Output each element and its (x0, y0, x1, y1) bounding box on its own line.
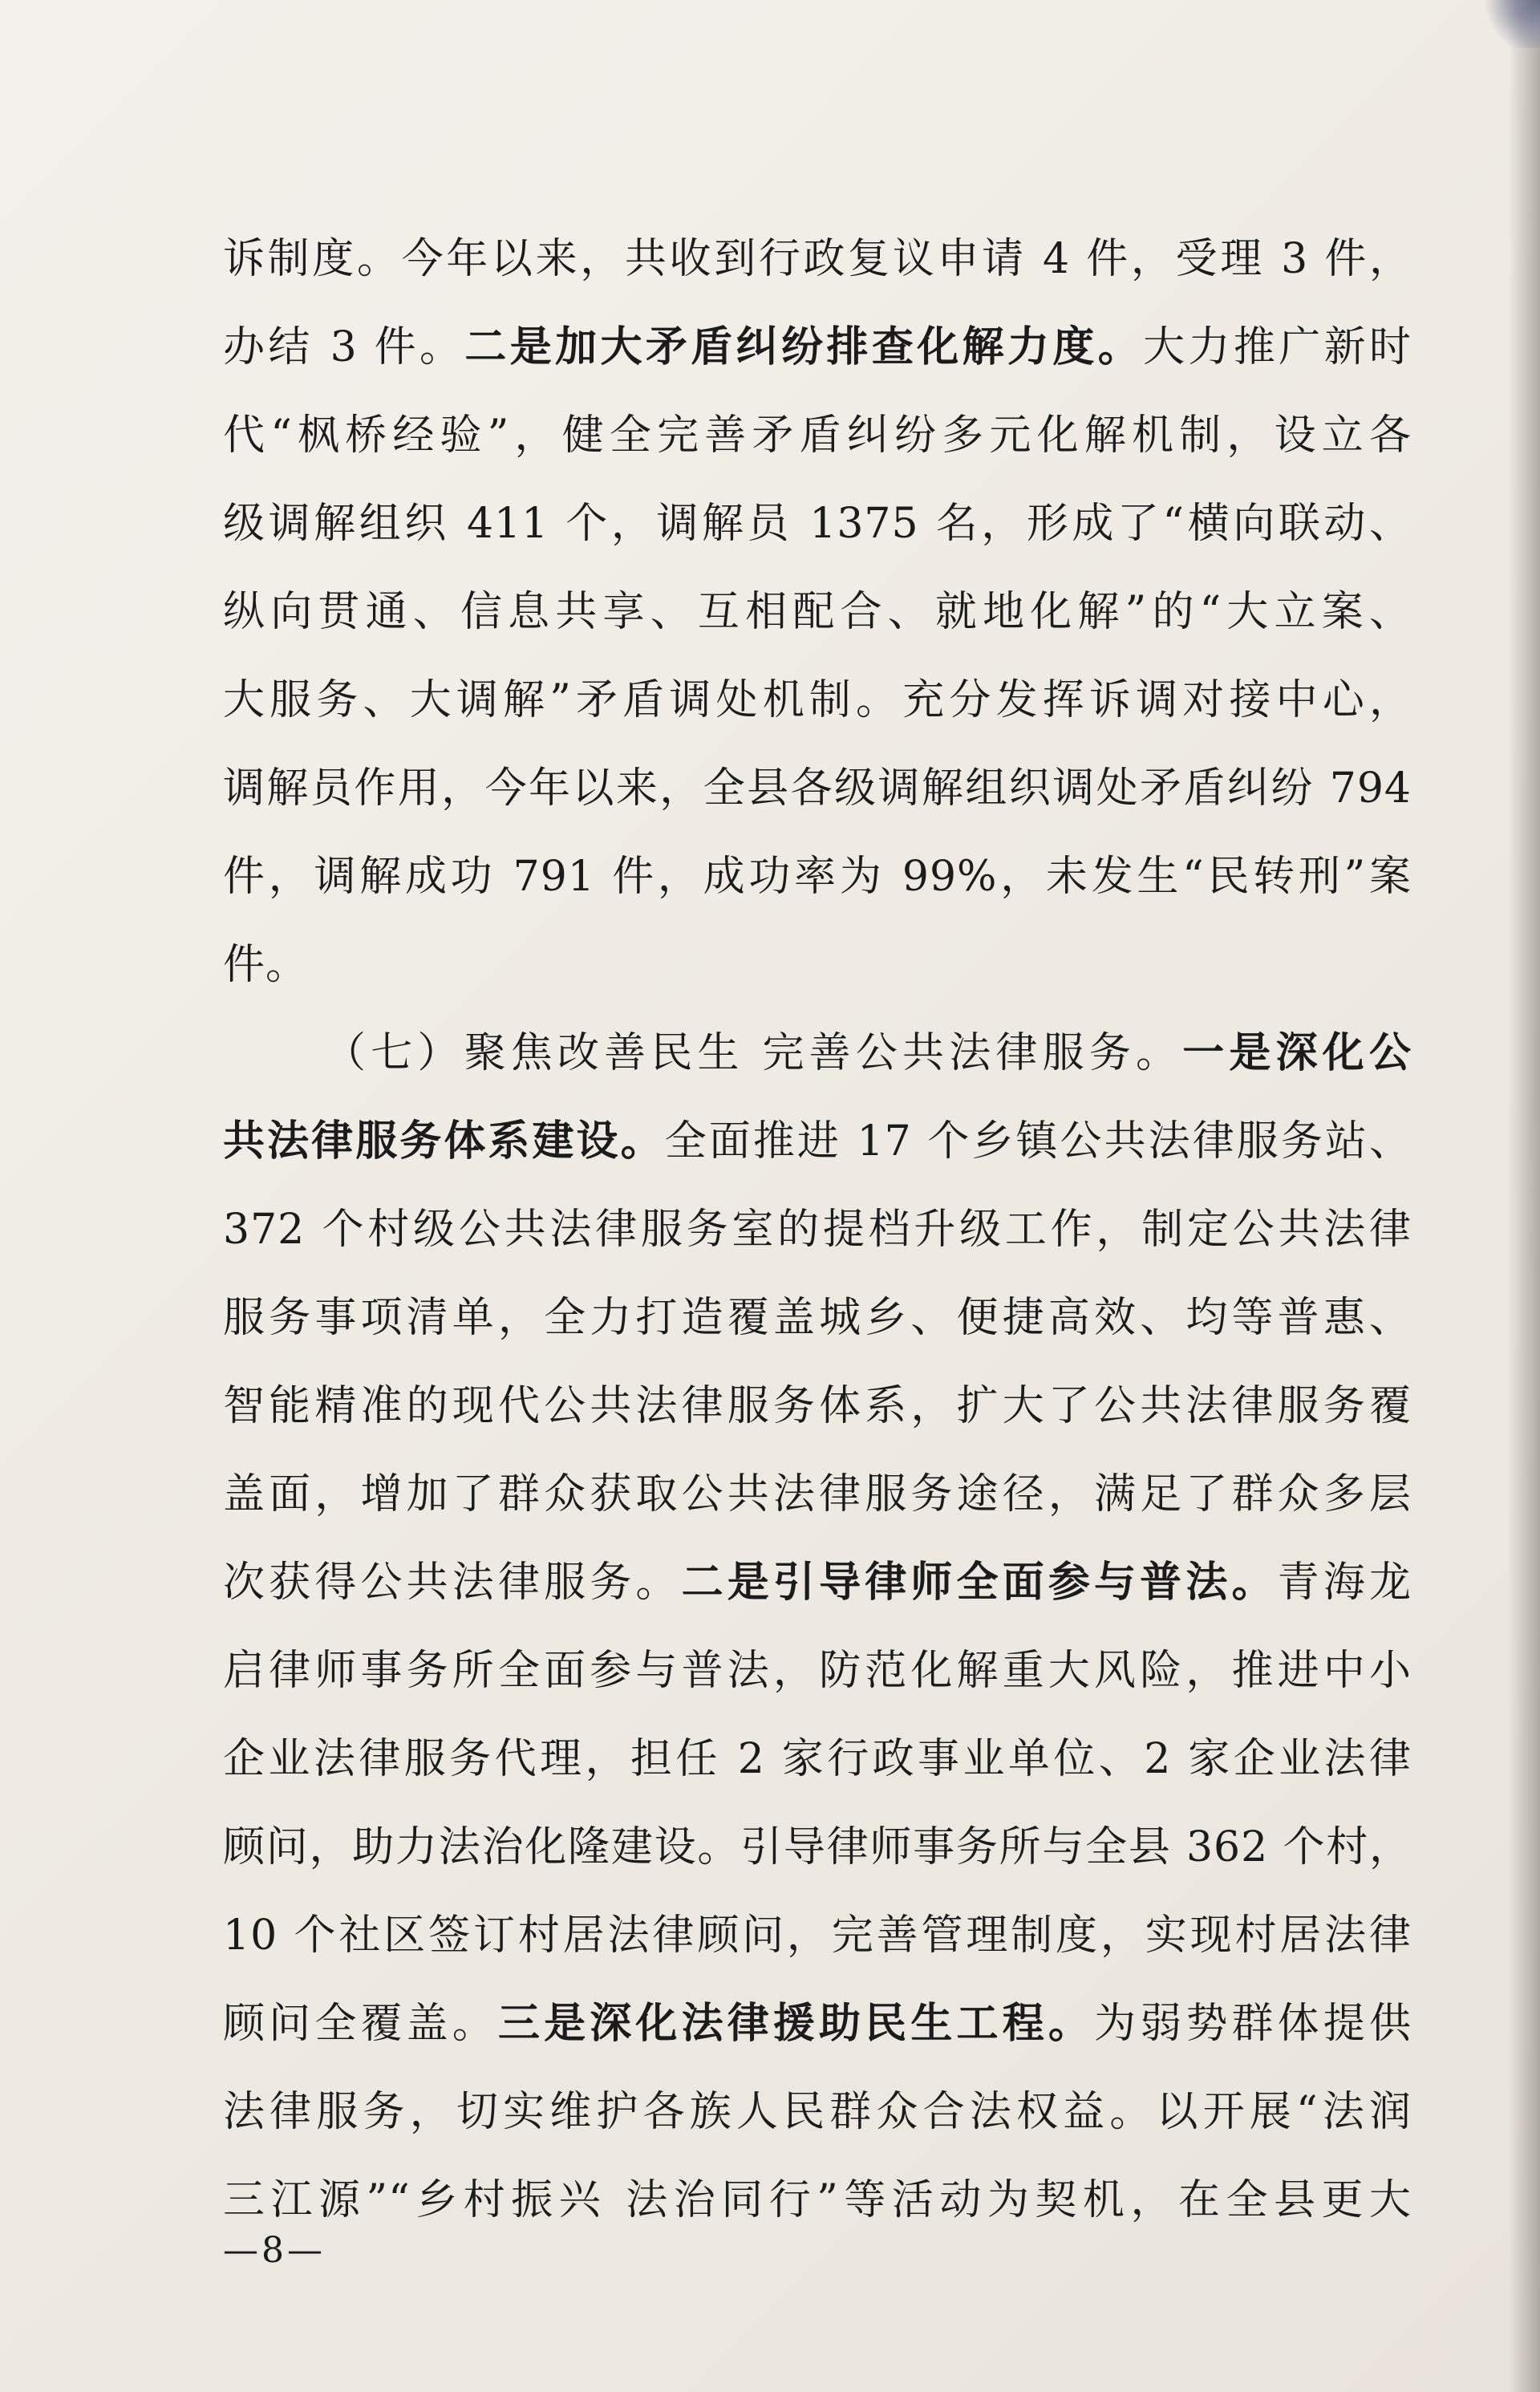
text-line (223, 2068, 1412, 2156)
bold-text-segment: 三是深化法律援助民生工程。 (497, 1999, 1095, 2048)
text-line (223, 744, 1412, 833)
text-line (223, 1891, 1412, 1980)
text-segment: 纵向贯通、信息共享、互相配合、就地化解”的“大立案、 (223, 588, 1412, 636)
bold-text-segment: 共法律服务体系建设。 (223, 1117, 665, 1166)
text-segment: 智能精准的现代公共法律服务体系，扩大了公共法律服务覆 (223, 1382, 1412, 1430)
text-line (223, 303, 1412, 391)
page-number: —8— (223, 2230, 326, 2271)
text-segment: 顾问，助力法治化隆建设。引导律师事务所与全县 362 个村， (223, 1823, 1412, 1871)
text-line (223, 1627, 1412, 1715)
text-line (223, 391, 1412, 480)
text-line (223, 1803, 1412, 1891)
text-line (223, 215, 1412, 303)
text-line (223, 1097, 1412, 1186)
page-edge-shadow (1508, 0, 1540, 2392)
bold-text-segment: 二是加大矛盾纠纷排查化解力度。 (464, 322, 1144, 371)
text-segment: 代“枫桥经验”，健全完善矛盾纠纷多元化解机制，设立各 (223, 412, 1412, 460)
body-text (223, 215, 1412, 2244)
text-segment: 启律师事务所全面参与普法，防范化解重大风险，推进中小 (223, 1647, 1412, 1695)
text-line (223, 1274, 1412, 1362)
text-segment: 大力推广新时 (1143, 323, 1412, 371)
text-line (223, 833, 1412, 921)
text-segment: 件。 (223, 941, 309, 989)
text-segment: 大服务、大调解”矛盾调处机制。充分发挥诉调对接中心， (223, 676, 1412, 724)
text-segment: 10 个社区签订村居法律顾问，完善管理制度，实现村居法律 (223, 1912, 1412, 1960)
text-segment: 盖面，增加了群众获取公共法律服务途径，满足了群众多层 (223, 1470, 1412, 1518)
text-segment: 服务事项清单，全力打造覆盖城乡、便捷高效、均等普惠、 (223, 1294, 1412, 1342)
text-segment: 法律服务，切实维护各族人民群众合法权益。以开展“法润 (223, 2088, 1412, 2136)
text-segment: 调解员作用，今年以来，全县各级调解组织调处矛盾纠纷 794 (223, 764, 1412, 813)
text-line (223, 1186, 1412, 1274)
corner-stain (1476, 0, 1540, 48)
text-segment: 372 个村级公共法律服务室的提档升级工作，制定公共法律 (223, 1206, 1412, 1254)
text-line (223, 1009, 1412, 1097)
text-line (223, 1362, 1412, 1450)
text-segment: 办结 3 件。 (223, 323, 465, 371)
text-segment: 青海龙 (1277, 1559, 1412, 1607)
text-line (223, 921, 1412, 1009)
text-segment: 三江源”“乡村振兴 法治同行”等活动为契机，在全县更大 (223, 2176, 1412, 2224)
text-line (223, 1450, 1412, 1539)
text-line (223, 656, 1412, 744)
text-segment: 诉制度。今年以来，共收到行政复议申请 4 件，受理 3 件， (223, 235, 1412, 283)
text-segment: 为弱势群体提供 (1094, 2000, 1412, 2048)
text-segment: 企业法律服务代理，担任 2 家行政事业单位、2 家企业法律 (223, 1735, 1412, 1783)
text-line (223, 2156, 1412, 2244)
text-segment: 级调解组织 411 个，调解员 1375 名，形成了“横向联动、 (223, 500, 1412, 548)
text-line (223, 1539, 1412, 1627)
text-segment: 件，调解成功 791 件，成功率为 99%，未发生“民转刑”案 (223, 853, 1412, 901)
text-line (223, 480, 1412, 568)
text-line (223, 1715, 1412, 1803)
text-segment: 顾问全覆盖。 (223, 2000, 498, 2048)
text-segment: 次获得公共法律服务。 (223, 1559, 682, 1607)
text-segment: （七）聚焦改善民生 完善公共法律服务。 (324, 1029, 1183, 1077)
text-line (223, 1980, 1412, 2068)
text-segment: 全面推进 17 个乡镇公共法律服务站、 (664, 1117, 1412, 1166)
bold-text-segment: 二是引导律师全面参与普法。 (681, 1558, 1278, 1607)
text-line (223, 568, 1412, 656)
bold-text-segment: 一是深化公 (1182, 1028, 1412, 1077)
